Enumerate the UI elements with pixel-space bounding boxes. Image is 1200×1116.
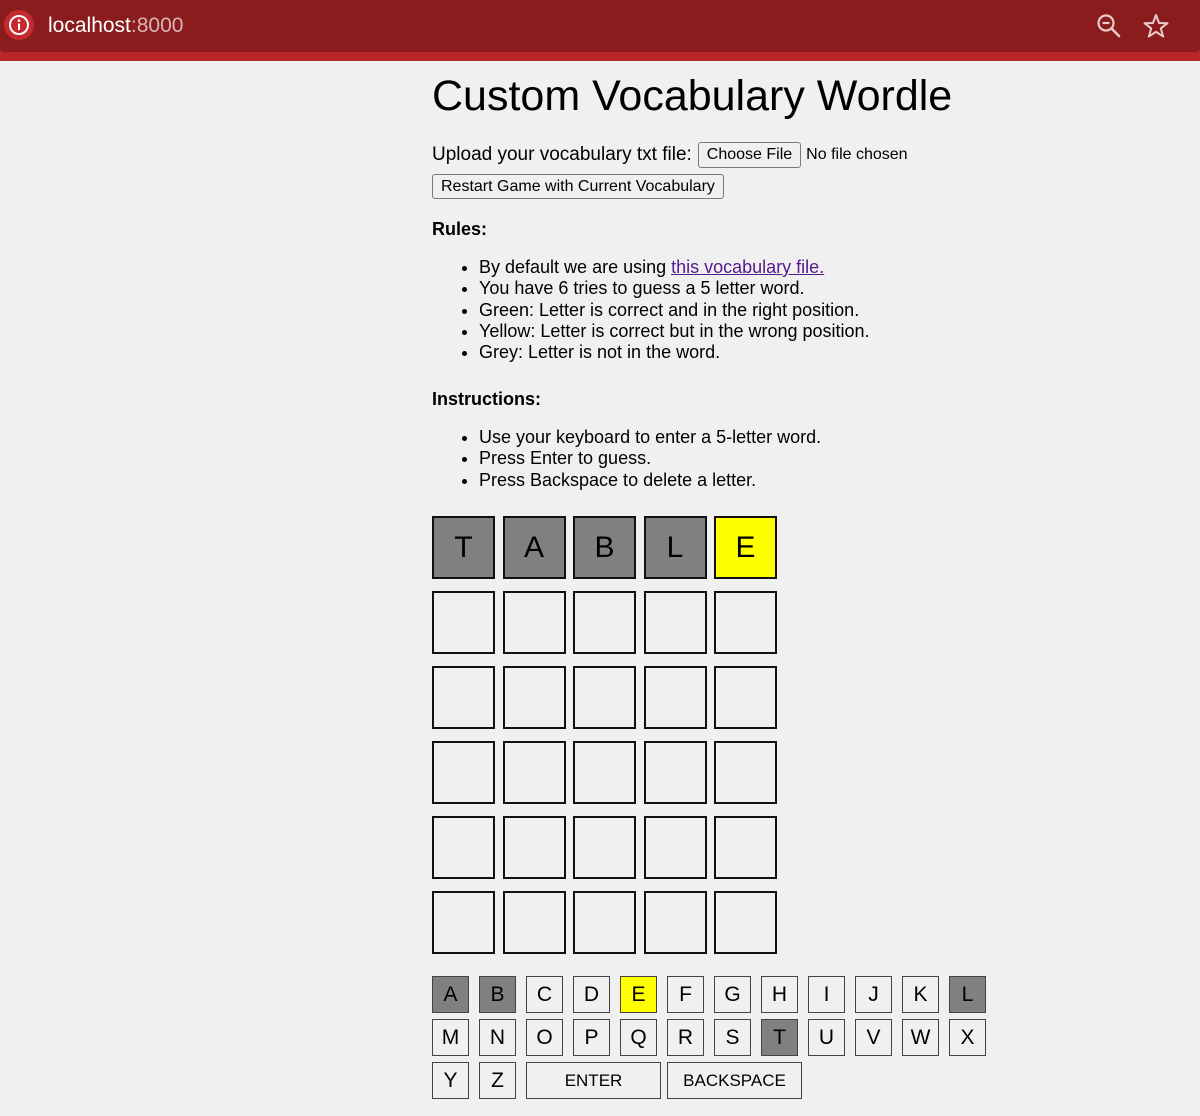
instructions-item: • Press Enter to guess. <box>479 448 821 469</box>
instructions-list <box>432 427 821 491</box>
key-g[interactable]: G <box>714 976 751 1013</box>
board-tile <box>573 816 636 879</box>
board-tile <box>573 591 636 654</box>
upload-row <box>432 141 908 169</box>
board-tile <box>432 591 495 654</box>
rules-item: • Yellow: Letter is correct but in the wrong position. <box>479 321 870 342</box>
board-tile: E <box>714 516 777 579</box>
file-status: No file chosen <box>806 146 908 163</box>
key-f[interactable]: F <box>667 976 704 1013</box>
key-j[interactable]: J <box>855 976 892 1013</box>
rules-item <box>479 257 870 278</box>
board-row <box>432 666 785 729</box>
board-tile <box>644 816 707 879</box>
key-k[interactable]: K <box>902 976 939 1013</box>
instructions-heading: Instructions: <box>432 389 542 409</box>
key-a[interactable]: A <box>432 976 469 1013</box>
address-bar[interactable] <box>0 0 1200 52</box>
board-tile <box>714 891 777 954</box>
board-tile <box>714 741 777 804</box>
key-v[interactable]: V <box>855 1019 892 1056</box>
backspace-key[interactable]: BACKSPACE <box>667 1062 802 1099</box>
instructions-item: • Press Backspace to delete a letter. <box>479 470 821 491</box>
key-z[interactable]: Z <box>479 1062 516 1099</box>
zoom-icon[interactable] <box>1096 13 1122 39</box>
rules-list <box>432 257 870 363</box>
rules-item: • Grey: Letter is not in the word. <box>479 342 870 363</box>
board-tile <box>714 591 777 654</box>
board-tile: B <box>573 516 636 579</box>
board-tile <box>503 741 566 804</box>
url-port: :8000 <box>130 14 184 37</box>
board-row <box>432 741 785 804</box>
board-tile <box>503 591 566 654</box>
board-row <box>432 591 785 654</box>
board-tile <box>644 741 707 804</box>
keyboard-row <box>432 1062 996 1099</box>
board-tile <box>714 816 777 879</box>
board-tile: A <box>503 516 566 579</box>
key-e[interactable]: E <box>620 976 657 1013</box>
board-row <box>432 516 785 579</box>
key-i[interactable]: I <box>808 976 845 1013</box>
key-d[interactable]: D <box>573 976 610 1013</box>
board-tile <box>432 816 495 879</box>
key-w[interactable]: W <box>902 1019 939 1056</box>
board-tile: T <box>432 516 495 579</box>
upload-label: Upload your vocabulary txt file: <box>432 144 692 165</box>
game-board <box>432 516 785 966</box>
restart-game-button[interactable]: Restart Game with Current Vocabulary <box>432 174 724 199</box>
key-b[interactable]: B <box>479 976 516 1013</box>
bookmark-star-icon[interactable] <box>1142 12 1170 40</box>
key-n[interactable]: N <box>479 1019 516 1056</box>
board-tile <box>503 891 566 954</box>
choose-file-button[interactable]: Choose File <box>698 142 801 168</box>
browser-toolbar <box>0 0 1200 61</box>
url-text[interactable] <box>48 12 183 40</box>
url-host: localhost <box>48 14 131 37</box>
key-r[interactable]: R <box>667 1019 704 1056</box>
board-tile <box>503 666 566 729</box>
keyboard-row <box>432 976 996 1013</box>
board-tile <box>432 666 495 729</box>
key-s[interactable]: S <box>714 1019 751 1056</box>
rules-item: • You have 6 tries to guess a 5 letter word. <box>479 278 870 299</box>
board-tile <box>714 666 777 729</box>
board-tile: L <box>644 516 707 579</box>
key-o[interactable]: O <box>526 1019 563 1056</box>
board-tile <box>432 741 495 804</box>
board-tile <box>644 591 707 654</box>
board-row <box>432 891 785 954</box>
key-c[interactable]: C <box>526 976 563 1013</box>
board-tile <box>503 816 566 879</box>
rules-item-text: By default we are using <box>479 257 672 277</box>
key-t[interactable]: T <box>761 1019 798 1056</box>
board-tile <box>432 891 495 954</box>
rules-item: • Green: Letter is correct and in the right position. <box>479 300 870 321</box>
page-title: Custom Vocabulary Wordle <box>432 72 953 120</box>
key-x[interactable]: X <box>949 1019 986 1056</box>
instructions-item: • Use your keyboard to enter a 5-letter word. <box>479 427 821 448</box>
board-row <box>432 816 785 879</box>
key-p[interactable]: P <box>573 1019 610 1056</box>
key-y[interactable]: Y <box>432 1062 469 1099</box>
board-tile <box>644 666 707 729</box>
key-u[interactable]: U <box>808 1019 845 1056</box>
board-tile <box>573 666 636 729</box>
key-h[interactable]: H <box>761 976 798 1013</box>
rules-heading: Rules: <box>432 219 488 239</box>
key-q[interactable]: Q <box>620 1019 657 1056</box>
vocabulary-file-link[interactable]: this vocabulary file. <box>671 257 825 277</box>
key-l[interactable]: L <box>949 976 986 1013</box>
enter-key[interactable]: ENTER <box>526 1062 661 1099</box>
key-m[interactable]: M <box>432 1019 469 1056</box>
on-screen-keyboard <box>432 976 996 1105</box>
keyboard-row <box>432 1019 996 1056</box>
board-tile <box>573 891 636 954</box>
board-tile <box>573 741 636 804</box>
info-icon[interactable] <box>4 10 34 40</box>
board-tile <box>644 891 707 954</box>
